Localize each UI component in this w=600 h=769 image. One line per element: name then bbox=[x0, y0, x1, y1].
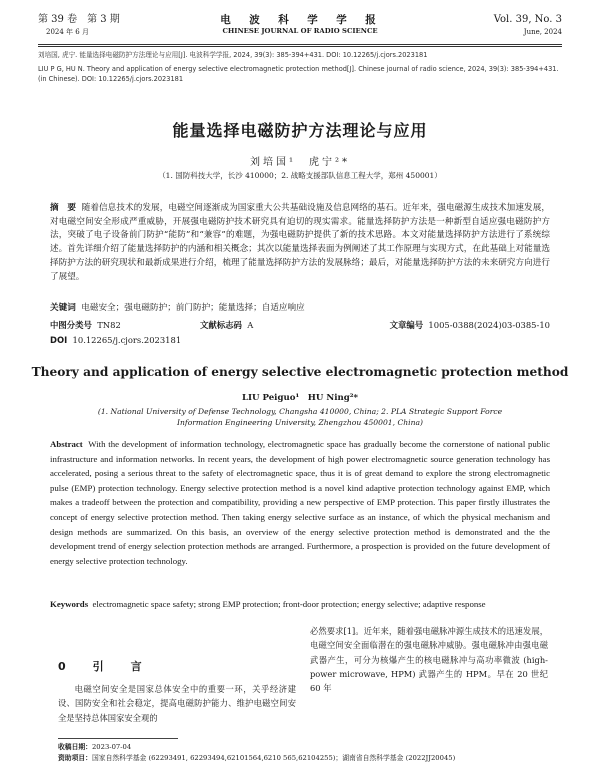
abstract-cn-text: 随着信息技术的发展，电磁空间逐渐成为国家重大公共基础设施及信息网络的基石。近年来，强电磁源生成技术加速发展，对电磁空间安全形成严重威胁，开展强电磁防护技术研究具有迫切的现实需求。能量选择防护方法是一种新型自适应强电磁防护方法，突破了电子设备前门防护“能防”和“兼容”的难题，为强电磁防护提供了新的技术思路。本文对能量选择防护方法进行了系统综述。首先详细介绍了能量选择防护的内涵和相关概念；其次以能量选择表面为例阐述了其工作原理与实现方式，在此基础上对能量选择防护方法的研究现状和最新成果进行介绍，梳理了能量选择防护方法的发展脉络；最后，对能量选择防护方法的未来研究方向进行了展望。 bbox=[50, 203, 550, 282]
intro-right-column: 必然要求[1]。近年来，随着强电磁脉冲源生成技术的迅速发展，电磁空间安全面临潜在的强电磁脉冲威胁。强电磁脉冲由强电磁武器产生，可分为核爆产生的核电磁脉冲与高功率微波 (high-power microwave, HPM) 武器产生的 HPM。早在 20 世纪 60 年 bbox=[310, 626, 548, 694]
doi-row bbox=[50, 334, 550, 346]
doi-value: 10.12265/j.cjors.2023181 bbox=[72, 335, 182, 345]
authors-en: LIU Peiguo¹ HU Ning²* bbox=[241, 393, 359, 403]
received-value: 2023-07-04 bbox=[91, 743, 132, 751]
keywords-cn-text: 电磁安全；强电磁防护；前门防护；能量选择；自适应响应 bbox=[81, 303, 305, 313]
affiliation-en: (1. National University of Defense Technology, Changsha 410000, China; 2. PLA Strategic Support Force Information Engineering University, Zhengzhou 450001, China) bbox=[97, 407, 503, 427]
clc-label: 中图分类号 bbox=[50, 320, 92, 330]
volume-issue-cn: 第 39 卷 第 3 期 bbox=[38, 14, 120, 25]
citation-cn: 刘培国, 虎宁. 能量选择电磁防护方法理论与应用[J]. 电波科学学报, 2024, 39(3): 385-394+431. DOI: 10.12265/j.cjors.2023181 bbox=[38, 51, 428, 59]
header-center bbox=[38, 14, 562, 36]
clc-value: TN82 bbox=[97, 320, 121, 330]
title-cn: 能量选择电磁防护方法理论与应用 bbox=[172, 121, 428, 140]
abstract-en bbox=[50, 437, 550, 568]
date-en: June, 2024 bbox=[523, 28, 562, 36]
funding-label: 资助项目： bbox=[58, 754, 92, 762]
header-rule-bottom bbox=[38, 46, 562, 47]
section-heading-introduction: 0 引 言 bbox=[58, 660, 150, 673]
title-en: Theory and application of energy selective electromagnetic protection method bbox=[31, 365, 569, 379]
received-label: 收稿日期： bbox=[58, 743, 92, 751]
funding-value: 国家自然科学基金 (62293491, 62293494,62101564,6210 565,62104255)；湖南省自然科学基金 (2022JJ20045) bbox=[91, 754, 456, 762]
journal-name-cn: 电 波 科 学 学 报 bbox=[220, 14, 380, 26]
funding-info bbox=[58, 753, 560, 764]
abstract-en-label: Abstract bbox=[50, 439, 83, 449]
footnote-rule bbox=[58, 738, 178, 739]
journal-name-en: CHINESE JOURNAL OF RADIO SCIENCE bbox=[222, 27, 378, 35]
doc-code-value: A bbox=[247, 320, 254, 330]
doc-code-label: 文献标志码 bbox=[200, 320, 242, 330]
affiliation-cn: （1. 国防科技大学，长沙 410000；2. 战略支援部队信息工程大学，郑州 450001） bbox=[158, 171, 442, 180]
intro-left-column: 电磁空间安全是国家总体安全中的重要一环，关乎经济建设、国防安全和社会稳定，提高电磁防护能力、维护电磁空间安全是坚持总体国家安全观的 bbox=[58, 684, 296, 723]
keywords-en bbox=[50, 597, 550, 612]
abstract-en-text: With the development of information technology, electromagnetic space has gradually become the cornerstone of national public infrastructure and information networks. In recent years, the development of high power electromagnetic source generation technology has accelerated, posing a serious threat to the safety of electromagnetic space, thus it is of great demand to explore the strong electromagnetic pulse (EMP) protection technology. Energy selective protection method is a novel kind adaptive protection technology against EMP, which makes a tradeoff between the protection and compatibility, providing a new perspective of EMP protection. This paper firstly illustrates the concept of energy selective protection method. Then taking energy selective surface as an instance, of which the physical mechanism and design methods are summarized. On this basis, an overview of the energy selective protection method is demonstrated and the the development trend of energy selection protection methods are arranged. Furthermore, a prospection is provided on the future development of energy selective protection technology. bbox=[50, 439, 551, 566]
header-rule-top bbox=[38, 44, 562, 45]
keywords-en-label: Keywords bbox=[50, 599, 89, 609]
date-cn: 2024 年 6 月 bbox=[46, 28, 89, 36]
article-number-label: 文章编号 bbox=[389, 320, 424, 330]
citation-en: LIU P G, HU N. Theory and application of energy selective electromagnetic protection method[J]. Chinese journal of radio science, 2024, 39(3): 385-394+431. (in Chinese). DOI: 10.12265/j.cjors.2023181 bbox=[38, 65, 559, 83]
doi-label: DOI bbox=[50, 335, 68, 345]
header-right bbox=[494, 14, 562, 38]
abstract-cn-label: 摘 要 bbox=[50, 203, 77, 213]
keywords-en-text: electromagnetic space safety; strong EMP protection; front-door protection; energy selective; adaptive response bbox=[92, 599, 486, 609]
classification-row bbox=[50, 319, 550, 331]
received-date bbox=[58, 742, 560, 753]
footnotes bbox=[58, 742, 560, 764]
running-header bbox=[38, 14, 562, 42]
volume-issue-en: Vol. 39, No. 3 bbox=[493, 14, 562, 25]
keywords-cn-label: 关键词 bbox=[50, 303, 76, 313]
abstract-cn bbox=[50, 202, 550, 284]
keywords-cn bbox=[50, 302, 550, 314]
article-number-value: 1005-0388(2024)03-0385-10 bbox=[428, 320, 550, 330]
authors-cn: 刘培国¹ 虎宁²* bbox=[249, 157, 351, 168]
